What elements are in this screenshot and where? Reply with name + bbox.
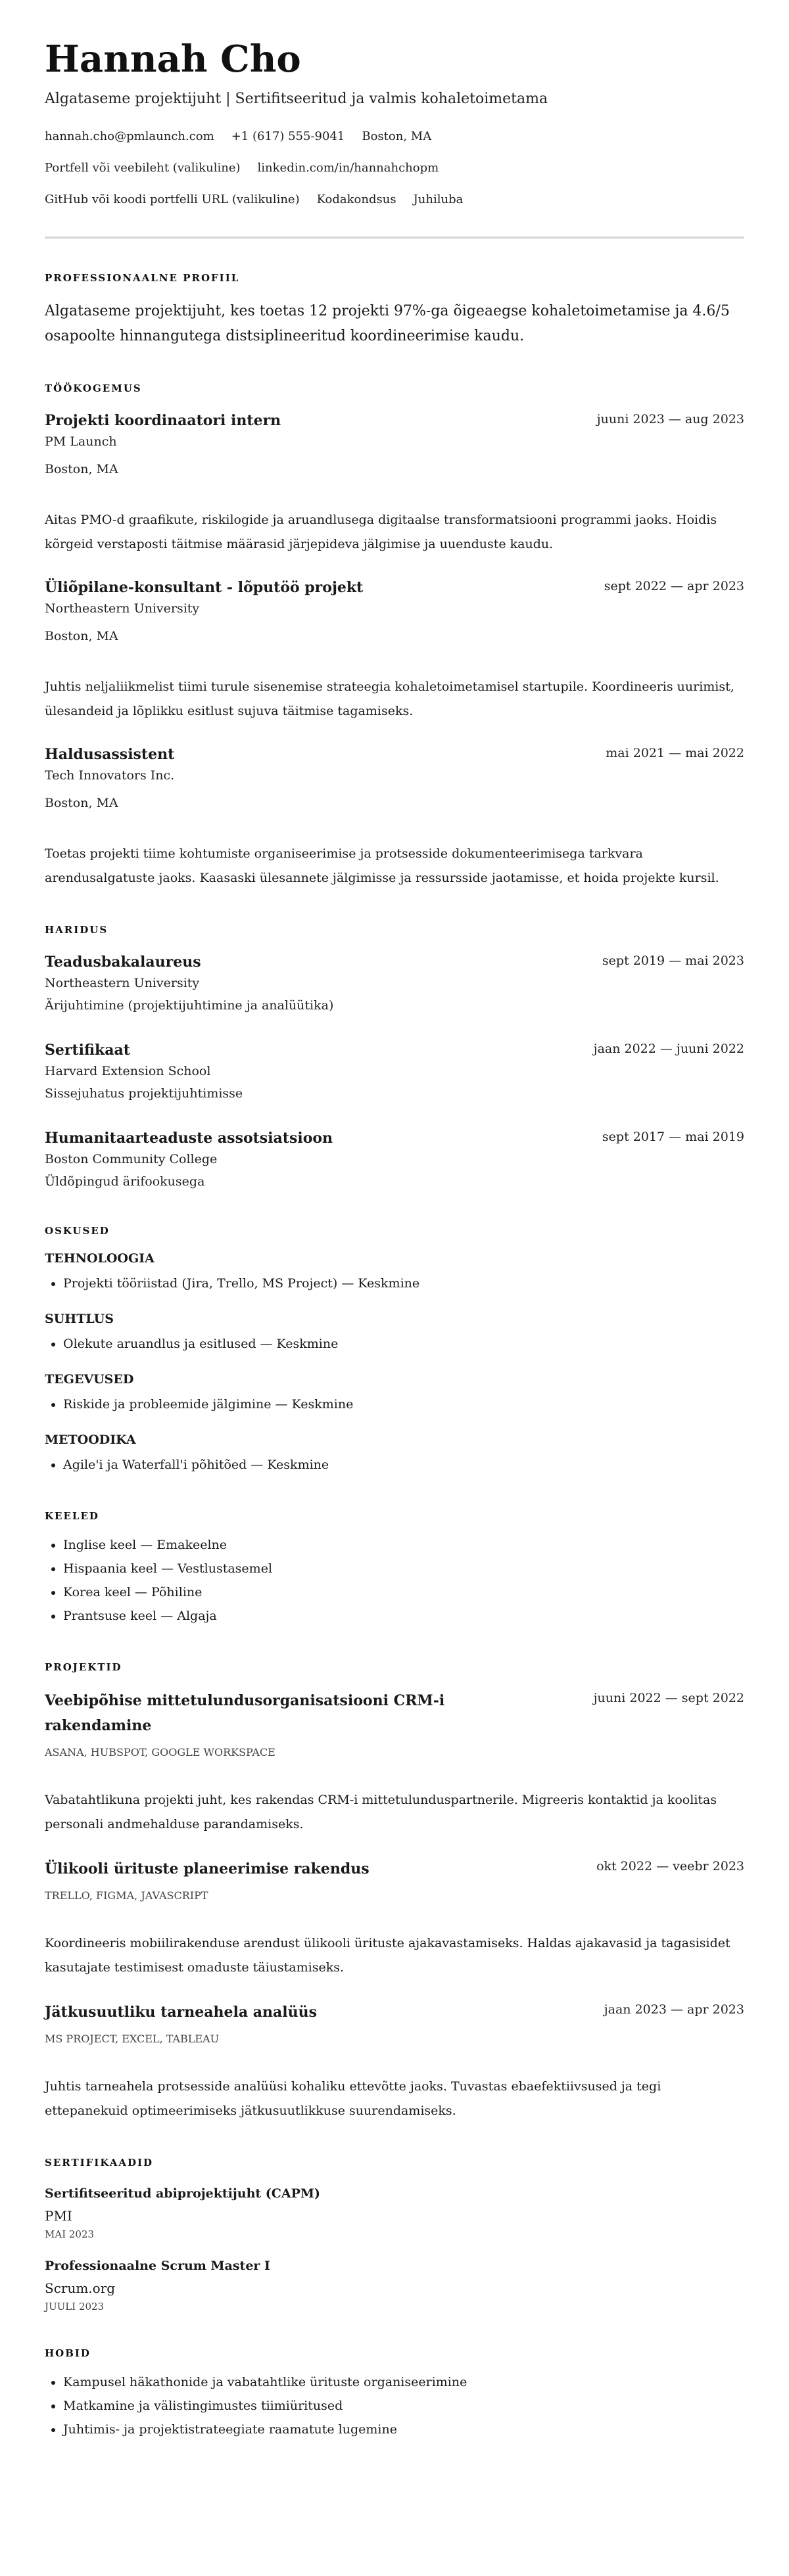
company-name: Tech Innovators Inc. xyxy=(45,768,175,783)
entry-header xyxy=(45,1039,744,1061)
entry-header xyxy=(45,743,744,766)
experience-entry xyxy=(45,409,744,557)
certification-title: Professionaalne Scrum Master I xyxy=(45,2259,270,2273)
section-heading: SERTIFIKAADID xyxy=(45,2157,154,2169)
job-dates: juuni 2023 — aug 2023 xyxy=(596,412,744,426)
certification-date: MAI 2023 xyxy=(45,2228,95,2240)
education-section xyxy=(45,923,744,1191)
job-location: Boston, MA xyxy=(45,462,118,476)
project-entry xyxy=(45,2000,744,2123)
degree-title: Humanitaarteaduste assotsiatsioon xyxy=(45,1130,333,1147)
project-title: Veebipõhise mittetulundusorganisatsiooni CRM-i rakendamine xyxy=(45,1692,445,1734)
skill-category: SUHTLUS xyxy=(45,1312,114,1326)
drivers-license: Juhiluba xyxy=(413,193,464,206)
location: Boston, MA xyxy=(362,129,432,143)
job-title: Haldusassistent xyxy=(45,746,175,763)
project-description: Vabatahtlikuna projekti juht, kes rakendas CRM-i mittetulunduspartnerile. Migreeris kontaktid ja koolitas personali andmehalduse parandamiseks. xyxy=(45,1793,717,1831)
entry-header xyxy=(45,1856,744,1881)
company-name: Northeastern University xyxy=(45,601,200,616)
section-heading: TÖÖKOGEMUS xyxy=(45,382,142,394)
section-heading: HARIDUS xyxy=(45,924,108,936)
hobby-item: • Matkamine ja välistingimustes tiimiüritused xyxy=(63,2394,744,2418)
resume-header xyxy=(45,38,744,208)
section-heading: OSKUSED xyxy=(45,1225,110,1237)
skill-category: TEGEVUSED xyxy=(45,1372,134,1387)
education-entry xyxy=(45,1127,744,1191)
project-title: Jätkusuutliku tarneahela analüüs xyxy=(45,2004,317,2021)
hobby-list xyxy=(45,2370,744,2441)
language-item: • Korea keel — Põhiline xyxy=(63,1580,744,1604)
project-title: Ülikooli ürituste planeerimise rakendus xyxy=(45,1860,370,1877)
project-description: Koordineeris mobiilirakenduse arendust ülikooli ürituste ajakavastamiseks. Haldas ajakavasid ja tagasisidet kasutajate testimisest omaduste täiustamiseks. xyxy=(45,1936,730,1975)
job-description: Juhtis neljaliikmelist tiimi turule sisenemise strateegia kohaletoimetamisel startupile. Koordineeris uurimist, ülesandeid ja lõplikku esitlust sujuva täitmise tagamiseks. xyxy=(45,679,734,718)
project-tech-stack: ASANA, HUBSPOT, GOOGLE WORKSPACE xyxy=(45,1746,275,1759)
skill-item: • Olekute aruandlus ja esitlused — Keskmine xyxy=(63,1332,744,1356)
section-heading: HOBID xyxy=(45,2347,91,2359)
skill-category: METOODIKA xyxy=(45,1433,136,1447)
certification-issuer: Scrum.org xyxy=(45,2280,116,2296)
section-heading: PROFESSIONAALNE PROFIIL xyxy=(45,272,240,284)
profile-section xyxy=(45,271,744,349)
linkedin-link[interactable]: linkedin.com/in/hannahchopm xyxy=(257,161,439,175)
github-link[interactable]: GitHub või koodi portfelli URL (valikuline) xyxy=(45,193,300,206)
degree-title: Teadusbakalaureus xyxy=(45,954,201,971)
language-item: • Inglise keel — Emakeelne xyxy=(63,1533,744,1557)
school-name: Harvard Extension School xyxy=(45,1064,211,1078)
degree-title: Sertifikaat xyxy=(45,1042,130,1059)
project-dates: okt 2022 — veebr 2023 xyxy=(596,1859,744,1874)
project-dates: juuni 2022 — sept 2022 xyxy=(593,1691,744,1705)
email-link[interactable]: hannah.cho@pmlaunch.com xyxy=(45,129,214,143)
language-list xyxy=(45,1533,744,1628)
school-name: Boston Community College xyxy=(45,1152,218,1166)
skill-list xyxy=(45,1453,744,1477)
job-title: Üliõpilane-konsultant - lõputöö projekt xyxy=(45,579,364,596)
language-item: • Prantsuse keel — Algaja xyxy=(63,1604,744,1628)
education-detail: Üldõpingud ärifookusega xyxy=(45,1174,205,1189)
entry-header xyxy=(45,951,744,973)
project-tech-stack: TRELLO, FIGMA, JAVASCRIPT xyxy=(45,1889,208,1902)
hobbies-section xyxy=(45,2347,744,2441)
entry-header xyxy=(45,2000,744,2025)
certification-title: Sertifitseeritud abiprojektijuht (CAPM) xyxy=(45,2186,320,2201)
certifications-section xyxy=(45,2156,744,2314)
experience-entry xyxy=(45,743,744,890)
headline: Algataseme projektijuht | Sertifitseeritud ja valmis kohaletoimetama xyxy=(45,91,548,107)
profile-text: Algataseme projektijuht, kes toetas 12 projekti 97%-ga õigeaegse kohaletoimetamise ja 4.6/5 osapoolte hinnangutega distsiplineeritud koordineerimise kaudu. xyxy=(45,303,730,344)
entry-header xyxy=(45,1688,744,1738)
skill-category: TEHNOLOOGIA xyxy=(45,1251,155,1266)
section-heading: KEELED xyxy=(45,1510,99,1522)
certification-entry xyxy=(45,2256,744,2314)
education-entry xyxy=(45,951,744,1015)
job-dates: sept 2022 — apr 2023 xyxy=(604,579,744,593)
certification-issuer: PMI xyxy=(45,2208,72,2224)
education-dates: sept 2019 — mai 2023 xyxy=(602,954,744,968)
education-dates: jaan 2022 — juuni 2022 xyxy=(593,1042,744,1056)
school-name: Northeastern University xyxy=(45,976,200,990)
skill-item: • Riskide ja probleemide jälgimine — Keskmine xyxy=(63,1392,744,1416)
portfolio-link[interactable]: Portfell või veebileht (valikuline) xyxy=(45,161,241,175)
project-entry xyxy=(45,1688,744,1837)
job-title: Projekti koordinaatori intern xyxy=(45,412,281,429)
project-description: Juhtis tarneahela protsesside analüüsi kohaliku ettevõtte jaoks. Tuvastas ebaefektiivsused ja tegi ettepanekuid optimeerimiseks jätkusuutlikkuse suurendamiseks. xyxy=(45,2079,661,2118)
hobby-item: • Kampusel häkathonide ja vabatahtlike ürituste organiseerimine xyxy=(63,2370,744,2394)
education-entry xyxy=(45,1039,744,1103)
skill-item: • Agile'i ja Waterfall'i põhitõed — Keskmine xyxy=(63,1453,744,1477)
phone: +1 (617) 555-9041 xyxy=(231,129,345,143)
experience-section xyxy=(45,382,744,890)
project-dates: jaan 2023 — apr 2023 xyxy=(604,2002,744,2017)
projects-section xyxy=(45,1661,744,2123)
education-dates: sept 2017 — mai 2019 xyxy=(602,1130,744,1144)
entry-header xyxy=(45,409,744,432)
experience-entry xyxy=(45,576,744,724)
entry-header xyxy=(45,1127,744,1149)
skill-list xyxy=(45,1392,744,1416)
citizenship: Kodakondsus xyxy=(316,193,396,206)
project-tech-stack: MS PROJECT, EXCEL, TABLEAU xyxy=(45,2033,220,2045)
job-location: Boston, MA xyxy=(45,796,118,810)
job-dates: mai 2021 — mai 2022 xyxy=(606,746,744,760)
company-name: PM Launch xyxy=(45,434,117,449)
languages-section xyxy=(45,1509,744,1628)
contact-line xyxy=(45,129,744,145)
certification-entry xyxy=(45,2184,744,2242)
entry-header xyxy=(45,576,744,599)
job-location: Boston, MA xyxy=(45,629,118,643)
section-heading: PROJEKTID xyxy=(45,1661,122,1673)
job-description: Toetas projekti tiime kohtumiste organiseerimise ja protsesside dokumenteerimisega tarkvara arendusalgatuste jaoks. Kaasaski ülesannete jälgimisse ja ressursside jaotamisse, et hoida projekte kursil. xyxy=(45,846,719,885)
education-detail: Sissejuhatus projektijuhtimisse xyxy=(45,1086,243,1101)
hobby-item: • Juhtimis- ja projektistrateegiate raamatute lugemine xyxy=(63,2418,744,2441)
skill-item: • Projekti tööriistad (Jira, Trello, MS Project) — Keskmine xyxy=(63,1272,744,1295)
job-description: Aitas PMO-d graafikute, riskilogide ja aruandlusega digitaalse transformatsiooni programmi jaoks. Hoidis kõrgeid verstaposti täitmise määrasid järjepideva jälgimise ja uuenduste kaudu. xyxy=(45,513,717,551)
contact-line xyxy=(45,160,744,176)
certification-date: JUULI 2023 xyxy=(45,2301,105,2312)
header-divider xyxy=(45,237,744,239)
contact-line xyxy=(45,192,744,208)
education-detail: Ärijuhtimine (projektijuhtimine ja analüütika) xyxy=(45,998,334,1013)
skill-list xyxy=(45,1272,744,1295)
candidate-name: Hannah Cho xyxy=(45,37,301,81)
project-entry xyxy=(45,1856,744,1980)
skills-section xyxy=(45,1224,744,1477)
language-item: • Hispaania keel — Vestlustasemel xyxy=(63,1557,744,1580)
skill-list xyxy=(45,1332,744,1356)
